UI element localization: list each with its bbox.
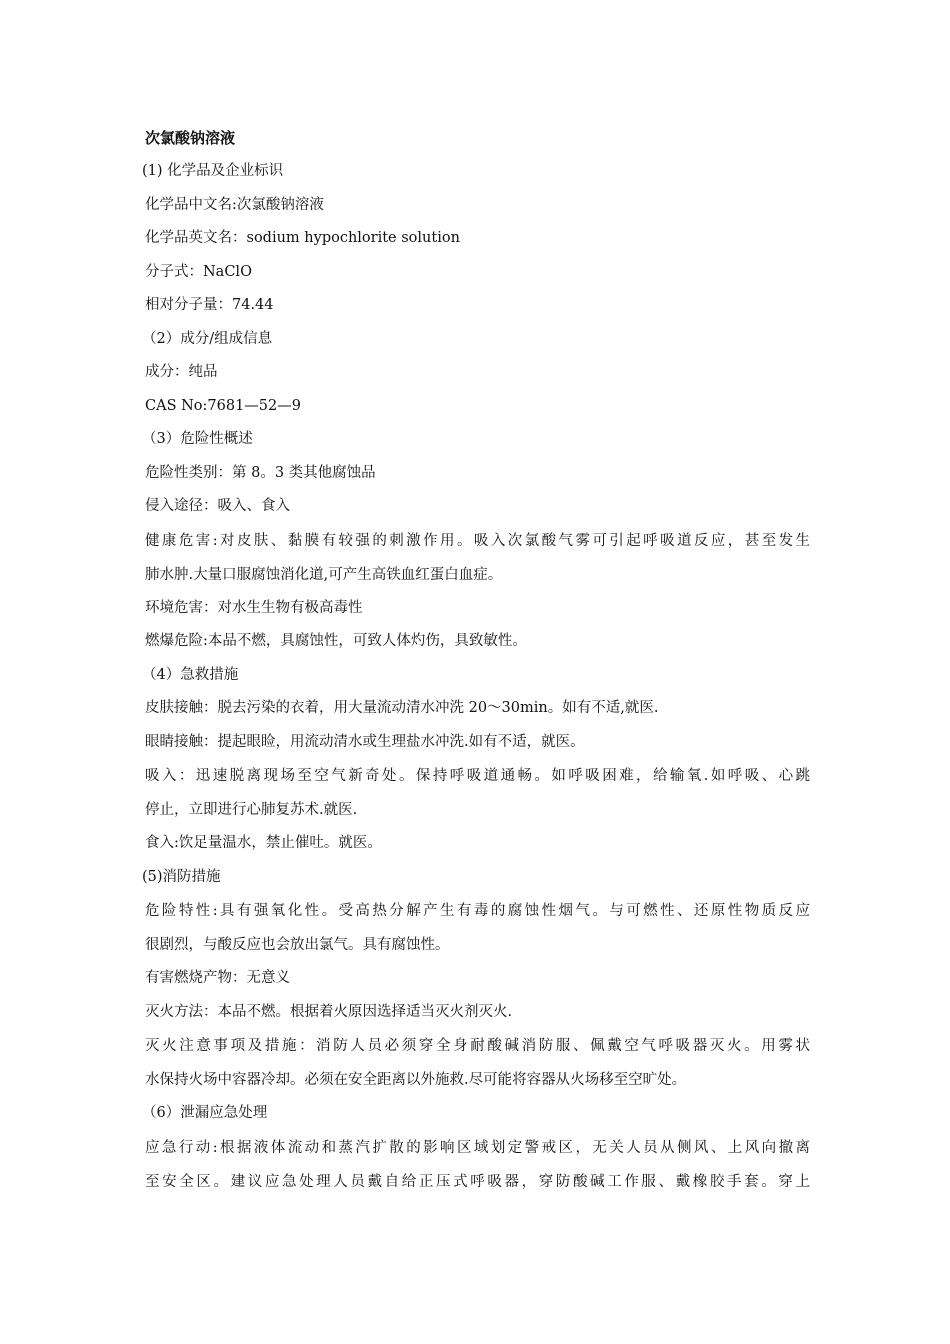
text-line: 食入:饮足量温水，禁止催吐。就医。 — [145, 835, 382, 851]
text-line: 侵入途径：吸入、食入 — [145, 498, 290, 514]
paragraph — [145, 1029, 810, 1097]
text-line: 危险性类别：第 8。3 类其他腐蚀品 — [145, 464, 376, 481]
text-line: 化学品英文名：sodium hypochlorite solution — [145, 230, 460, 246]
document-title: 次氯酸钠溶液 — [145, 129, 236, 147]
text-line: 环境危害：对水生生物有极高毒性 — [145, 599, 363, 616]
text-line: 成分：纯品 — [145, 364, 218, 380]
section-heading: （2）成分/组成信息 — [142, 330, 273, 347]
section-heading: (5)消防措施 — [142, 868, 221, 885]
document-body — [142, 122, 810, 1199]
paragraph-row: 吸入：迅速脱离现场至空气新奇处。保持呼吸道通畅。如呼吸困难，给输氧.如呼吸、心跳 — [145, 768, 810, 784]
paragraph-row: 肺水肿.大量口服腐蚀消化道,可产生高铁血红蛋白血症。 — [145, 566, 503, 583]
document-lines — [142, 155, 810, 1199]
paragraph — [145, 894, 810, 962]
paragraph-row: 很剧烈，与酸反应也会放出氯气。具有腐蚀性。 — [145, 937, 450, 953]
text-line: 有害燃烧产物：无意义 — [145, 970, 290, 986]
text-line: 分子式：NaClO — [145, 263, 252, 280]
paragraph-row: 水保持火场中容器冷却。必须在安全距离以外施救.尽可能将容器从火场移至空旷处。 — [145, 1072, 687, 1088]
paragraph-row: 应急行动:根据液体流动和蒸汽扩散的影响区域划定警戒区，无关人员从侧风、上风向撤离 — [145, 1139, 810, 1156]
text-line: 相对分子量：74.44 — [145, 297, 274, 313]
section-heading: (1) 化学品及企业标识 — [142, 163, 284, 179]
paragraph-row: 健康危害:对皮肤、黏膜有较强的刺激作用。吸入次氯酸气雾可引起呼吸道反应，甚至发生 — [145, 532, 810, 549]
paragraph — [145, 524, 810, 592]
paragraph-row: 危险特性:具有强氧化性。受高热分解产生有毒的腐蚀性烟气。与可燃性、还原性物质反应 — [145, 903, 810, 919]
paragraph-row: 停止，立即进行心肺复苏术.就医. — [145, 802, 358, 818]
text-line: 化学品中文名:次氯酸钠溶液 — [145, 196, 324, 213]
paragraph-row: 灭火注意事项及措施：消防人员必须穿全身耐酸碱消防服、佩戴空气呼吸器灭火。用雾状 — [145, 1038, 810, 1054]
text-line: 皮肤接触：脱去污染的衣着，用大量流动清水冲洗 20～30min。如有不适,就医. — [145, 700, 659, 716]
paragraph — [145, 1131, 810, 1199]
paragraph-row: 至安全区。建议应急处理人员戴自给正压式呼吸器，穿防酸碱工作服、戴橡胶手套。穿上 — [145, 1173, 810, 1190]
text-line: 燃爆危险:本品不燃，具腐蚀性，可致人体灼伤，具致敏性。 — [145, 633, 527, 649]
section-heading: （4）急救措施 — [142, 666, 239, 683]
text-line: 灭火方法：本品不燃。根据着火原因选择适当灭火剂灭火. — [145, 1003, 513, 1020]
paragraph — [145, 759, 810, 827]
text-line: CAS No:7681—52—9 — [145, 397, 301, 414]
section-heading: （6）泄漏应急处理 — [142, 1105, 268, 1121]
text-line: 眼睛接触：提起眼睑，用流动清水或生理盐水冲洗.如有不适，就医。 — [145, 733, 585, 750]
section-heading: （3）危险性概述 — [142, 431, 253, 447]
